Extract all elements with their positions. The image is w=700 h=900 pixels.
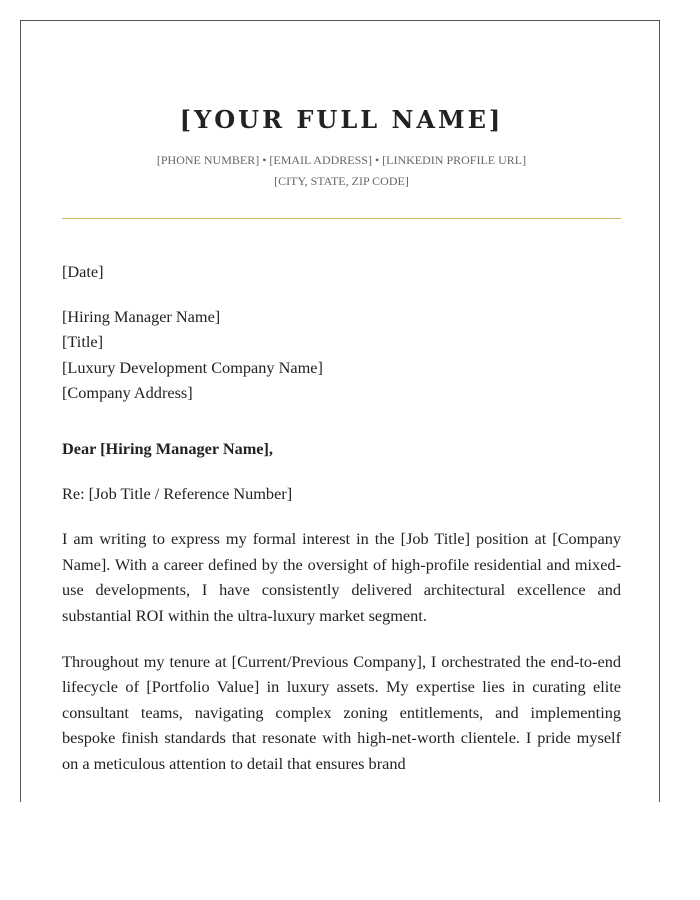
salutation: Dear [Hiring Manager Name], <box>62 438 274 458</box>
letter-body <box>62 259 621 797</box>
contact-info <box>62 150 621 192</box>
recipient-address: [Company Address] <box>62 383 193 403</box>
body-paragraph: I am writing to express my formal interest in the [Job Title] position at [Company Name]. With a career defined by the oversight of high-profile residential and mixed-use developments, I have consistently delivered architectural excellence and substantial ROI within the ultra-luxury market segment. <box>62 529 621 625</box>
recipient-company: [Luxury Development Company Name] <box>62 357 323 377</box>
recipient-title: [Title] <box>62 332 104 352</box>
reference-line: Re: [Job Title / Reference Number] <box>62 483 293 503</box>
document-page <box>20 20 660 802</box>
contact-line-location: [CITY, STATE, ZIP CODE] <box>274 174 409 188</box>
recipient-address-block <box>62 304 621 406</box>
recipient-name: [Hiring Manager Name] <box>62 306 221 326</box>
header-divider <box>62 218 621 219</box>
letter-date: [Date] <box>62 262 104 281</box>
body-paragraph: Throughout my tenure at [Current/Previous Company], I orchestrated the end-to-end lifecycle of [Portfolio Value] in luxury assets. My expertise lies in curating elite consultant teams, navigating complex zoning entitlements, and implementing bespoke finish standards that resonate with high-net-worth clientele. I pride myself on a meticulous attention to detail that ensures brand <box>62 651 621 773</box>
applicant-name-heading: [YOUR FULL NAME] <box>179 105 504 134</box>
contact-line-primary: [PHONE NUMBER] • [EMAIL ADDRESS] • [LINKEDIN PROFILE URL] <box>156 153 527 167</box>
